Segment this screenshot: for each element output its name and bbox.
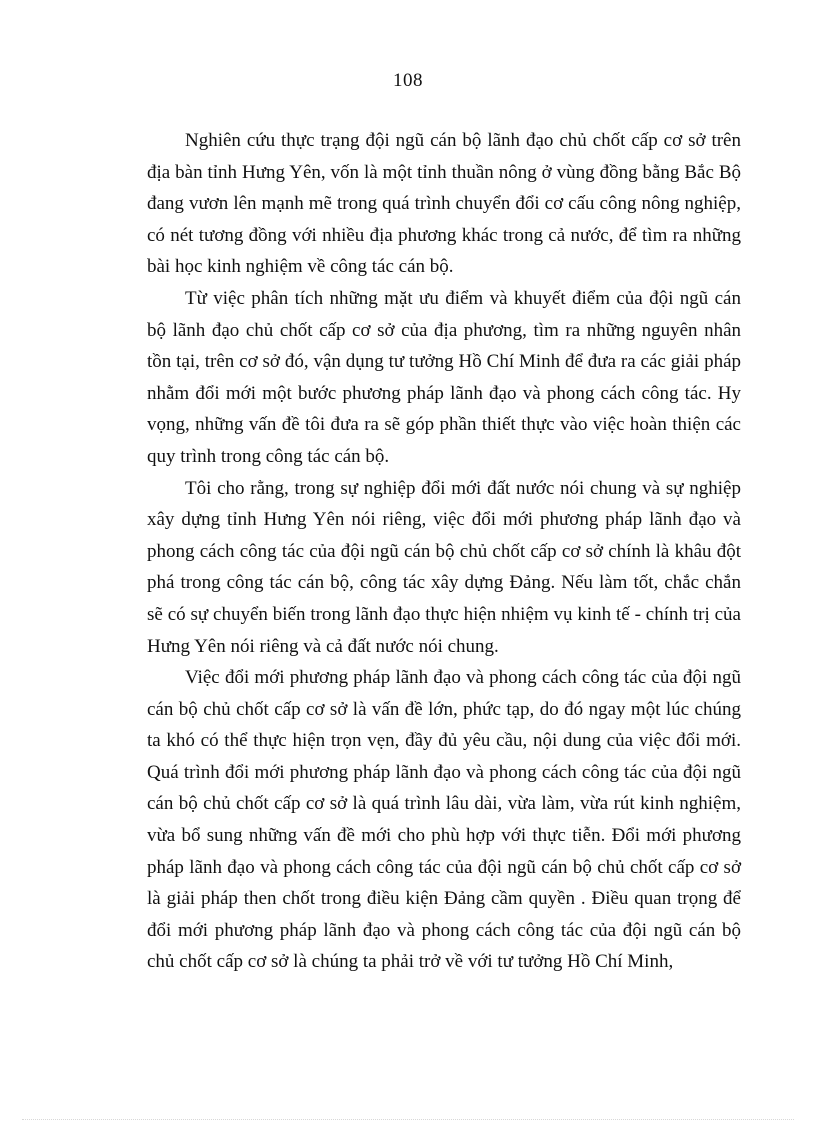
paragraph-3: Tôi cho rằng, trong sự nghiệp đổi mới đất nước nói chung và sự nghiệp xây dựng tỉnh Hưng Yên nói riêng, việc đổi mới phương pháp lãnh đạo và phong cách công tác của đội ngũ cán bộ chủ chốt cấp cơ sở chính là khâu đột phá trong công tác cán bộ, công tác xây dựng Đảng. Nếu làm tốt, chắc chắn sẽ có sự chuyển biến trong lãnh đạo thực hiện nhiệm vụ kinh tế - chính trị của Hưng Yên nói riêng và cả đất nước nói chung. <box>147 477 741 657</box>
paragraph-2: Từ việc phân tích những mặt ưu điểm và khuyết điểm của đội ngũ cán bộ lãnh đạo chủ chốt cấp cơ sở của địa phương, tìm ra những nguyên nhân tồn tại, trên cơ sở đó, vận dụng tư tưởng Hồ Chí Minh để đưa ra các giải pháp nhằm đổi mới một bước phương pháp lãnh đạo và phong cách công tác. Hy vọng, những vấn đề tôi đưa ra sẽ góp phần thiết thực vào việc hoàn thiện các quy trình trong công tác cán bộ. <box>147 287 741 467</box>
page-bottom-divider <box>22 1119 794 1120</box>
paragraph-4: Việc đổi mới phương pháp lãnh đạo và phong cách công tác của đội ngũ cán bộ chủ chốt cấp cơ sở là vấn đề lớn, phức tạp, do đó ngay một lúc chúng ta khó có thể thực hiện trọn vẹn, đầy đủ yêu cầu, nội dung của việc đổi mới. Quá trình đổi mới phương pháp lãnh đạo và phong cách công tác của đội ngũ cán bộ chủ chốt cấp cơ sở là quá trình lâu dài, vừa làm, vừa rút kinh nghiệm, vừa bổ sung những vấn đề mới cho phù hợp với thực tiễn. Đổi mới phương pháp lãnh đạo và phong cách công tác của đội ngũ cán bộ chủ chốt cấp cơ sở là giải pháp then chốt trong điều kiện Đảng cầm quyền . Điều quan trọng để đổi mới phương pháp lãnh đạo và phong cách công tác của đội ngũ cán bộ chủ chốt cấp cơ sở là chúng ta phải trở về với tư tưởng Hồ Chí Minh, <box>147 667 741 973</box>
body-text <box>147 125 741 978</box>
paragraph-1: Nghiên cứu thực trạng đội ngũ cán bộ lãnh đạo chủ chốt cấp cơ sở trên địa bàn tỉnh Hưng Yên, vốn là một tỉnh thuần nông ở vùng đồng bằng Bắc Bộ đang vươn lên mạnh mẽ trong quá trình chuyển đổi cơ cấu công nông nghiệp, có nét tương đồng với nhiều địa phương khác trong cả nước, để tìm ra những bài học kinh nghiệm về công tác cán bộ. <box>147 130 741 278</box>
page-number: 108 <box>393 70 423 91</box>
